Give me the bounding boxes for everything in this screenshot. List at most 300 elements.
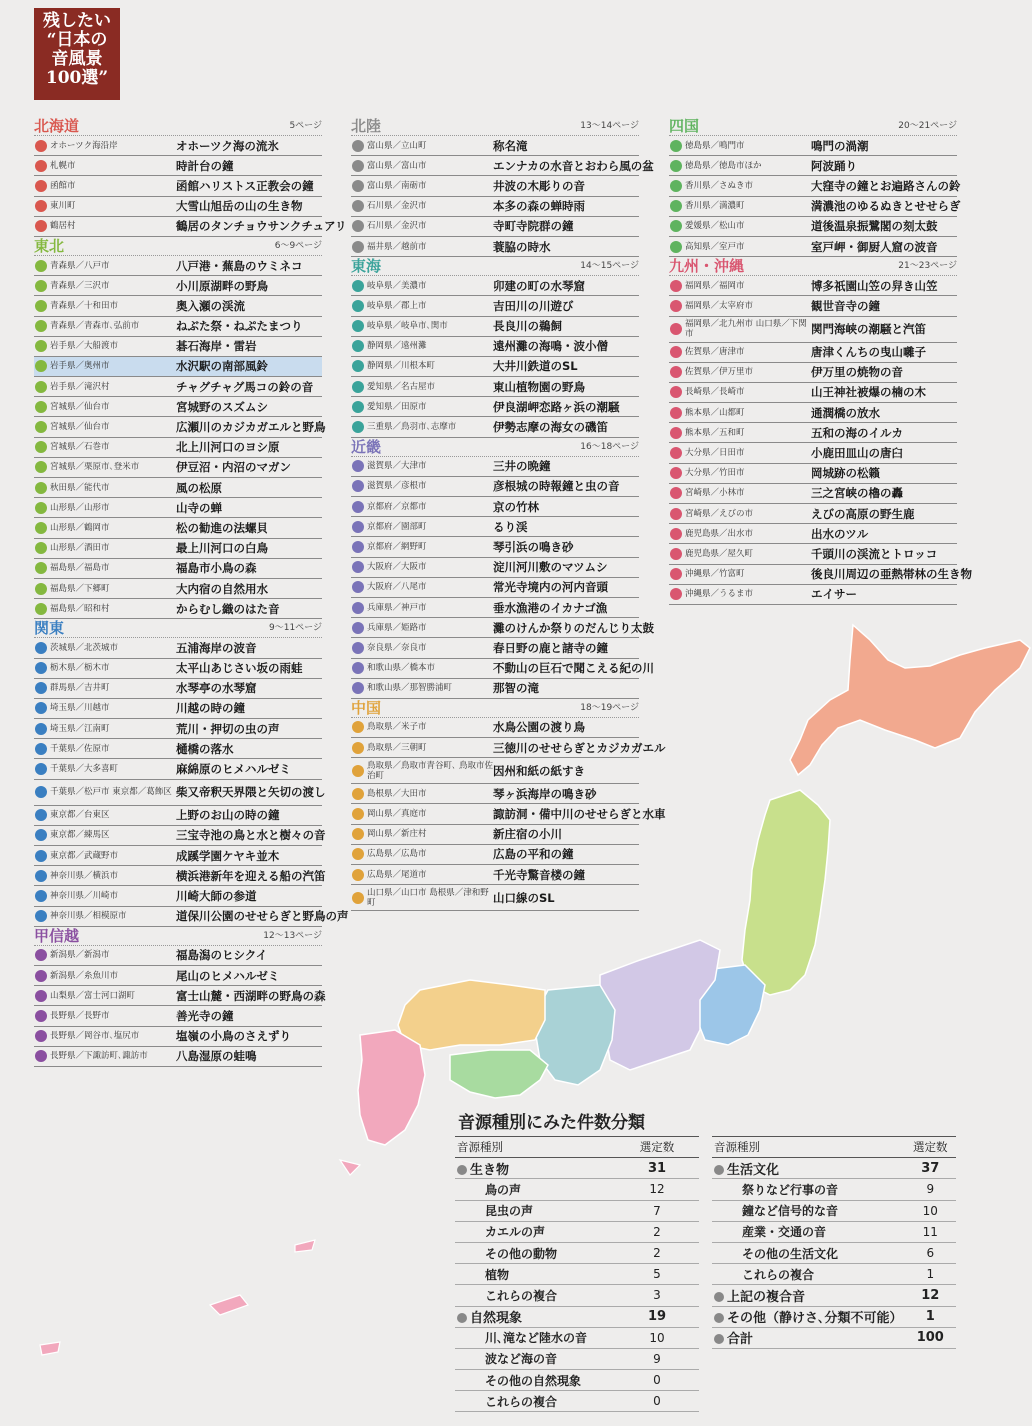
list-item	[351, 317, 639, 337]
section-header-kinki	[351, 438, 639, 457]
item-name: 博多祇園山笠の舁き山笠	[811, 278, 938, 293]
stats-label: その他の動物	[485, 1246, 558, 1261]
number-badge-icon	[670, 386, 682, 398]
number-badge-icon	[670, 140, 682, 152]
number-badge-icon	[35, 743, 47, 755]
section-header-chugoku	[351, 699, 639, 718]
stats-value: 19	[615, 1306, 699, 1327]
item-name: 称名滝	[493, 138, 528, 153]
stats-row	[455, 1221, 699, 1242]
stats-row	[455, 1242, 699, 1263]
item-location: 宮城県／栗原市､登米市	[50, 462, 140, 473]
list-item	[351, 845, 639, 865]
item-name: 山寺の蝉	[176, 500, 222, 515]
item-location: 広島県／広島市	[367, 849, 427, 860]
item-location: 富山県／南砺市	[367, 180, 427, 191]
number-badge-icon	[670, 180, 682, 192]
section-name: 東北	[34, 236, 65, 255]
list-item	[34, 559, 322, 579]
list-item	[669, 296, 957, 316]
stats-value: 9	[905, 1179, 956, 1200]
list-item	[351, 865, 639, 885]
item-name: 蓑脇の時水	[493, 239, 551, 254]
item-name: 水鳥公園の渡り鳥	[493, 720, 585, 735]
item-name: 灘のけんか祭りのだんじり太鼓	[493, 620, 654, 635]
item-location: 三重県／鳥羽市､志摩市	[367, 422, 457, 433]
number-badge-icon	[352, 241, 364, 253]
item-name: 京の竹林	[493, 499, 539, 514]
section-header-shikoku	[669, 117, 957, 136]
item-location: 新潟県／糸魚川市	[50, 970, 119, 981]
item-location: 福岡県／太宰府市	[685, 300, 754, 311]
map-islands	[40, 1160, 360, 1355]
item-name: 小鹿田皿山の唐臼	[811, 446, 903, 461]
number-badge-icon	[352, 602, 364, 614]
item-name: るり渓	[493, 519, 528, 534]
list-item	[34, 458, 322, 478]
number-badge-icon	[352, 808, 364, 820]
list-item	[351, 885, 639, 911]
section-name: 四国	[669, 117, 700, 135]
number-badge-icon	[352, 360, 364, 372]
list-item	[34, 438, 322, 458]
number-badge-icon	[352, 581, 364, 593]
stats-label: 生き物	[470, 1162, 510, 1178]
list-item	[351, 638, 639, 658]
number-badge-icon	[35, 642, 47, 654]
list-item	[351, 598, 639, 618]
item-name: 上野のお山の時の鐘	[176, 808, 280, 823]
item-location: 大阪府／八尾市	[367, 582, 427, 593]
number-badge-icon	[352, 561, 364, 573]
list-item	[351, 296, 639, 316]
stats-row	[455, 1391, 699, 1412]
number-badge-icon	[352, 140, 364, 152]
item-location: 兵庫県／姫路市	[367, 622, 427, 633]
item-location: 山口県／山口市 島根県／津和野町	[367, 887, 489, 908]
list-item	[34, 907, 349, 927]
list-item	[351, 417, 639, 437]
list-item	[34, 759, 322, 779]
item-name: 八島湿原の蛙鳴	[176, 1049, 257, 1064]
item-location: 東京都／台東区	[50, 810, 110, 821]
number-badge-icon	[352, 541, 364, 553]
item-name: エンナカの水音とおわら風の盆	[493, 158, 654, 173]
stats-value: 10	[615, 1327, 699, 1348]
item-name: 室戸岬・御厨人窟の波音	[811, 239, 938, 254]
item-location: 京都府／網野町	[367, 541, 427, 552]
item-name: 垂水漁港のイカナゴ漁	[493, 600, 608, 615]
number-badge-icon	[670, 447, 682, 459]
item-location: 茨城県／北茨城市	[50, 642, 119, 653]
item-location: 徳島県／鳴門市	[685, 140, 745, 151]
item-name: 満濃池のゆるぬきとせせらぎ	[811, 199, 961, 214]
number-badge-icon	[35, 542, 47, 554]
item-name: 横浜港新年を迎える船の汽笛	[176, 868, 326, 883]
number-badge-icon	[35, 482, 47, 494]
item-name: チャグチャグ馬コの鈴の音	[176, 379, 314, 394]
item-location: 沖縄県／うるま市	[685, 589, 754, 600]
stats-row	[712, 1285, 956, 1306]
list-item	[669, 585, 957, 605]
item-location: 岐阜県／郡上市	[367, 300, 427, 311]
list-item	[669, 565, 972, 585]
section-pages: 14～15ページ	[580, 261, 639, 272]
list-item	[351, 758, 639, 784]
item-name: 不動山の巨石で聞こえる紀の川	[493, 661, 654, 676]
item-location: 大阪府／大阪市	[367, 562, 427, 573]
number-badge-icon	[670, 427, 682, 439]
bullet-icon	[457, 1165, 467, 1175]
number-badge-icon	[352, 340, 364, 352]
item-location: 佐賀県／唐津市	[685, 347, 745, 358]
item-location: 青森県／十和田市	[50, 300, 119, 311]
item-name: 岡城跡の松籟	[811, 466, 880, 481]
item-name: 三徳川のせせらぎとカジカガエル	[493, 740, 666, 755]
number-badge-icon	[35, 421, 47, 433]
number-badge-icon	[35, 300, 47, 312]
list-item	[34, 357, 322, 377]
section-name: 中国	[351, 698, 382, 717]
item-name: 遠州灘の海鳴・波小僧	[493, 339, 608, 354]
item-location: 香川県／さぬき市	[685, 180, 754, 191]
stats-value: 6	[905, 1242, 956, 1263]
title-line: 残したい	[43, 11, 111, 31]
stats-label-cell	[455, 1348, 615, 1369]
item-name: 函館ハリストス正教会の鐘	[176, 178, 314, 193]
item-location: 宮崎県／えびの市	[685, 508, 754, 519]
stats-value: 1	[905, 1264, 956, 1285]
stats-row	[455, 1306, 699, 1327]
item-name: 水沢駅の南部風鈴	[176, 359, 268, 374]
list-item	[34, 966, 322, 986]
stats-label: これらの複合	[485, 1394, 558, 1409]
number-badge-icon	[35, 583, 47, 595]
item-name: 彦根城の時報鐘と虫の音	[493, 479, 620, 494]
item-location: 埼玉県／川越市	[50, 703, 110, 714]
list-item	[34, 417, 326, 437]
item-name: 観世音寺の鐘	[811, 298, 880, 313]
item-name: 川越の時の鐘	[176, 701, 245, 716]
list-item	[34, 256, 322, 276]
list-item	[669, 136, 957, 156]
header-count: 選定数	[615, 1137, 699, 1158]
number-badge-icon	[670, 407, 682, 419]
item-location: 大分県／竹田市	[685, 468, 745, 479]
list-item	[34, 719, 322, 739]
stats-label-cell	[455, 1179, 615, 1200]
item-location: 島根県／大田市	[367, 788, 427, 799]
item-name: 山王神社被爆の楠の木	[811, 385, 926, 400]
stats-label-cell	[455, 1264, 615, 1285]
item-location: 岐阜県／岐阜市､関市	[367, 321, 448, 332]
list-item	[34, 498, 322, 518]
item-name: 五和の海のイルカ	[811, 425, 903, 440]
item-name: 水琴亭の水琴窟	[176, 681, 257, 696]
item-name: 諏訪洞・備中川のせせらぎと水車	[493, 807, 666, 822]
item-name: 八戸港・蕪島のウミネコ	[176, 258, 303, 273]
number-badge-icon	[352, 662, 364, 674]
stats-label: 鳥の声	[485, 1182, 522, 1197]
item-location: 石川県／金沢市	[367, 221, 427, 232]
item-name: 柴又帝釈天界隈と矢切の渡し	[176, 785, 326, 800]
item-location: 岩手県／滝沢村	[50, 381, 110, 392]
item-name: 琴ヶ浜海岸の鳴き砂	[493, 786, 597, 801]
item-name: 出水のツル	[811, 526, 869, 541]
stats-value: 1	[905, 1306, 956, 1327]
stats-row	[712, 1179, 956, 1200]
stats-row	[455, 1200, 699, 1221]
stats-label-cell	[712, 1200, 905, 1221]
number-badge-icon	[352, 421, 364, 433]
item-location: 滋賀県／彦根市	[367, 481, 427, 492]
section-pages: 12～13ページ	[263, 930, 322, 941]
number-badge-icon	[352, 622, 364, 634]
number-badge-icon	[352, 721, 364, 733]
item-location: 福岡県／北九州市 山口県／下関市	[685, 319, 807, 339]
title-line: “日本の	[46, 30, 108, 50]
list-item	[351, 679, 639, 699]
map-tohoku	[742, 790, 830, 995]
map-kinki	[535, 985, 615, 1085]
stats-value: 0	[615, 1370, 699, 1391]
item-name: 春日野の鹿と諸寺の鐘	[493, 640, 608, 655]
stats-label-cell	[455, 1221, 615, 1242]
stats-row	[455, 1348, 699, 1369]
number-badge-icon	[670, 508, 682, 520]
section-name: 九州・沖縄	[669, 257, 745, 276]
list-item	[34, 826, 326, 846]
item-location: 愛媛県／松山市	[685, 221, 745, 232]
stats-row	[455, 1285, 699, 1306]
item-name: 鳴門の渦潮	[811, 138, 869, 153]
item-location: 岩手県／大船渡市	[50, 341, 119, 352]
list-item	[351, 784, 639, 804]
item-name: 福島市小鳥の森	[176, 561, 257, 576]
list-item	[34, 699, 322, 719]
number-badge-icon	[35, 702, 47, 714]
number-badge-icon	[35, 949, 47, 961]
stats-label-cell	[455, 1370, 615, 1391]
item-location: 広島県／尾道市	[367, 869, 427, 880]
number-badge-icon	[35, 662, 47, 674]
item-name: 富士山麓・西湖畔の野鳥の森	[176, 988, 326, 1003]
stats-title: 音源種別にみた件数分類	[458, 1113, 645, 1133]
list-item	[669, 343, 957, 363]
list-item	[669, 217, 957, 237]
header-type: 音源種別	[455, 1137, 615, 1158]
list-item	[669, 423, 957, 443]
item-location: 兵庫県／神戸市	[367, 602, 427, 613]
item-location: 鶴居村	[50, 221, 76, 232]
item-location: 宮城県／仙台市	[50, 422, 110, 433]
list-item	[34, 377, 322, 397]
item-name: 道後温泉振鷺閣の刻太鼓	[811, 219, 938, 234]
item-location: 青森県／青森市､弘前市	[50, 321, 140, 332]
number-badge-icon	[352, 320, 364, 332]
stats-label: 自然現象	[470, 1311, 523, 1327]
list-item	[34, 397, 322, 417]
item-name: 寺町寺院群の鐘	[493, 219, 574, 234]
list-item	[34, 638, 322, 658]
list-item	[669, 484, 957, 504]
item-location: 鳥取県／三朝町	[367, 742, 427, 753]
number-badge-icon	[352, 869, 364, 881]
section-name: 北陸	[351, 117, 382, 135]
list-item	[351, 738, 666, 758]
item-location: 秋田県／能代市	[50, 482, 110, 493]
number-badge-icon	[35, 763, 47, 775]
item-name: 本多の森の蝉時雨	[493, 199, 585, 214]
stats-label-cell	[712, 1306, 905, 1327]
list-item	[34, 518, 322, 538]
item-location: 和歌山県／那智勝浦町	[367, 683, 453, 694]
item-location: 鹿児島県／出水市	[685, 528, 754, 539]
item-location: 福井県／越前市	[367, 241, 427, 252]
number-badge-icon	[352, 381, 364, 393]
item-location: 千葉県／松戸市 東京都／葛飾区	[50, 787, 172, 798]
number-badge-icon	[352, 200, 364, 212]
item-name: 淀川河川敷のマツムシ	[493, 560, 608, 575]
number-badge-icon	[35, 682, 47, 694]
section-header-hokkaido	[34, 117, 322, 136]
list-item	[669, 197, 961, 217]
list-item	[34, 946, 322, 966]
number-badge-icon	[670, 467, 682, 479]
list-item	[34, 739, 322, 759]
stats-label-cell	[455, 1158, 615, 1179]
item-location: 愛知県／田原市	[367, 401, 427, 412]
list-item	[34, 296, 322, 316]
list-item	[34, 156, 322, 176]
item-name: 小川原湖畔の野鳥	[176, 278, 268, 293]
column-middle	[351, 117, 666, 911]
item-location: 神奈川県／相模原市	[50, 911, 127, 922]
item-name: 三宝寺池の鳥と水と樹々の音	[176, 828, 326, 843]
number-badge-icon	[352, 765, 364, 777]
item-name: 樋橋の落水	[176, 741, 234, 756]
item-name: 碁石海岸・雷岩	[176, 339, 257, 354]
list-item	[669, 176, 961, 196]
stats-label: 生活文化	[727, 1162, 780, 1178]
item-location: 長野県／岡谷市､塩尻市	[50, 1031, 140, 1042]
list-item	[351, 237, 639, 257]
number-badge-icon	[35, 829, 47, 841]
stats-row	[712, 1306, 956, 1327]
title-line: 音風景	[51, 49, 103, 69]
section-pages: 21～23ページ	[898, 261, 957, 272]
list-item	[351, 397, 639, 417]
map-shikoku	[450, 1050, 548, 1098]
item-location: 群馬県／吉井町	[50, 683, 110, 694]
item-location: 千葉県／大多喜町	[50, 764, 119, 775]
stats-label-cell	[712, 1179, 905, 1200]
stats-value: 7	[615, 1200, 699, 1221]
stats-label-cell	[712, 1285, 905, 1306]
item-name: 大井川鉄道のSL	[493, 359, 578, 374]
item-name: 塩嶺の小鳥のさえずり	[176, 1029, 291, 1044]
list-item	[669, 383, 957, 403]
item-location: 沖縄県／竹富町	[685, 569, 745, 580]
number-badge-icon	[35, 850, 47, 862]
item-location: 神奈川県／川崎市	[50, 890, 119, 901]
number-badge-icon	[35, 1030, 47, 1042]
stats-value: 12	[615, 1179, 699, 1200]
number-badge-icon	[352, 300, 364, 312]
item-name: えびの高原の野生鹿	[811, 506, 915, 521]
item-name: 宮城野のスズムシ	[176, 399, 268, 414]
section-pages: 13～14ページ	[580, 121, 639, 131]
number-badge-icon	[670, 548, 682, 560]
section-pages: 6～9ページ	[274, 240, 322, 251]
number-badge-icon	[35, 280, 47, 292]
item-name: 広島の平和の鐘	[493, 847, 574, 862]
item-location: 岩手県／奥州市	[50, 361, 110, 372]
item-location: 神奈川県／横浜市	[50, 870, 119, 881]
number-badge-icon	[352, 220, 364, 232]
item-name: 常光寺境内の河内音頭	[493, 580, 608, 595]
number-badge-icon	[352, 642, 364, 654]
list-item	[351, 357, 639, 377]
number-badge-icon	[35, 723, 47, 735]
number-badge-icon	[352, 460, 364, 472]
item-name: 大雪山旭岳の山の生き物	[176, 199, 303, 214]
section-name: 近畿	[351, 437, 382, 456]
number-badge-icon	[35, 401, 47, 413]
number-badge-icon	[352, 480, 364, 492]
list-item	[351, 578, 639, 598]
list-item	[351, 659, 654, 679]
stats-label: 川､滝など陸水の音	[485, 1331, 588, 1346]
item-name: 後良川周辺の亜熱帯林の生き物	[811, 567, 972, 582]
stats-label: これらの複合	[742, 1267, 815, 1282]
stats-header	[712, 1137, 956, 1158]
section-pages: 18～19ページ	[580, 702, 639, 713]
number-badge-icon	[670, 528, 682, 540]
map-chugoku	[398, 980, 545, 1050]
item-location: 京都府／京都市	[367, 501, 427, 512]
stats-label: 祭りなど行事の音	[742, 1182, 839, 1197]
stats-label: これらの複合	[485, 1288, 558, 1303]
item-location: 青森県／八戸市	[50, 260, 110, 271]
item-name: 時計台の鐘	[176, 158, 234, 173]
list-item	[34, 659, 322, 679]
bullet-icon	[714, 1334, 724, 1344]
bullet-icon	[714, 1313, 724, 1323]
item-location: 大分県／日田市	[685, 448, 745, 459]
number-badge-icon	[670, 568, 682, 580]
list-item	[351, 517, 639, 537]
stats-row	[455, 1327, 699, 1348]
number-badge-icon	[352, 501, 364, 513]
item-name: 最上川河口の白鳥	[176, 541, 268, 556]
list-item	[669, 443, 957, 463]
item-name: 通潤橋の放水	[811, 405, 880, 420]
list-item	[669, 464, 957, 484]
number-badge-icon	[35, 603, 47, 615]
stats-label-cell	[712, 1221, 905, 1242]
number-badge-icon	[35, 260, 47, 272]
item-location: 和歌山県／橋本市	[367, 663, 436, 674]
stats-value: 2	[615, 1242, 699, 1263]
item-name: 善光寺の鐘	[176, 1008, 234, 1023]
item-name: ねぶた祭・ねぷたまつり	[176, 319, 303, 334]
item-location: 富山県／立山町	[367, 140, 427, 151]
stats-label-cell	[455, 1391, 615, 1412]
stats-label-cell	[712, 1242, 905, 1263]
stats-label: 上記の複合音	[727, 1289, 806, 1305]
item-location: 静岡県／遠州灘	[367, 341, 427, 352]
